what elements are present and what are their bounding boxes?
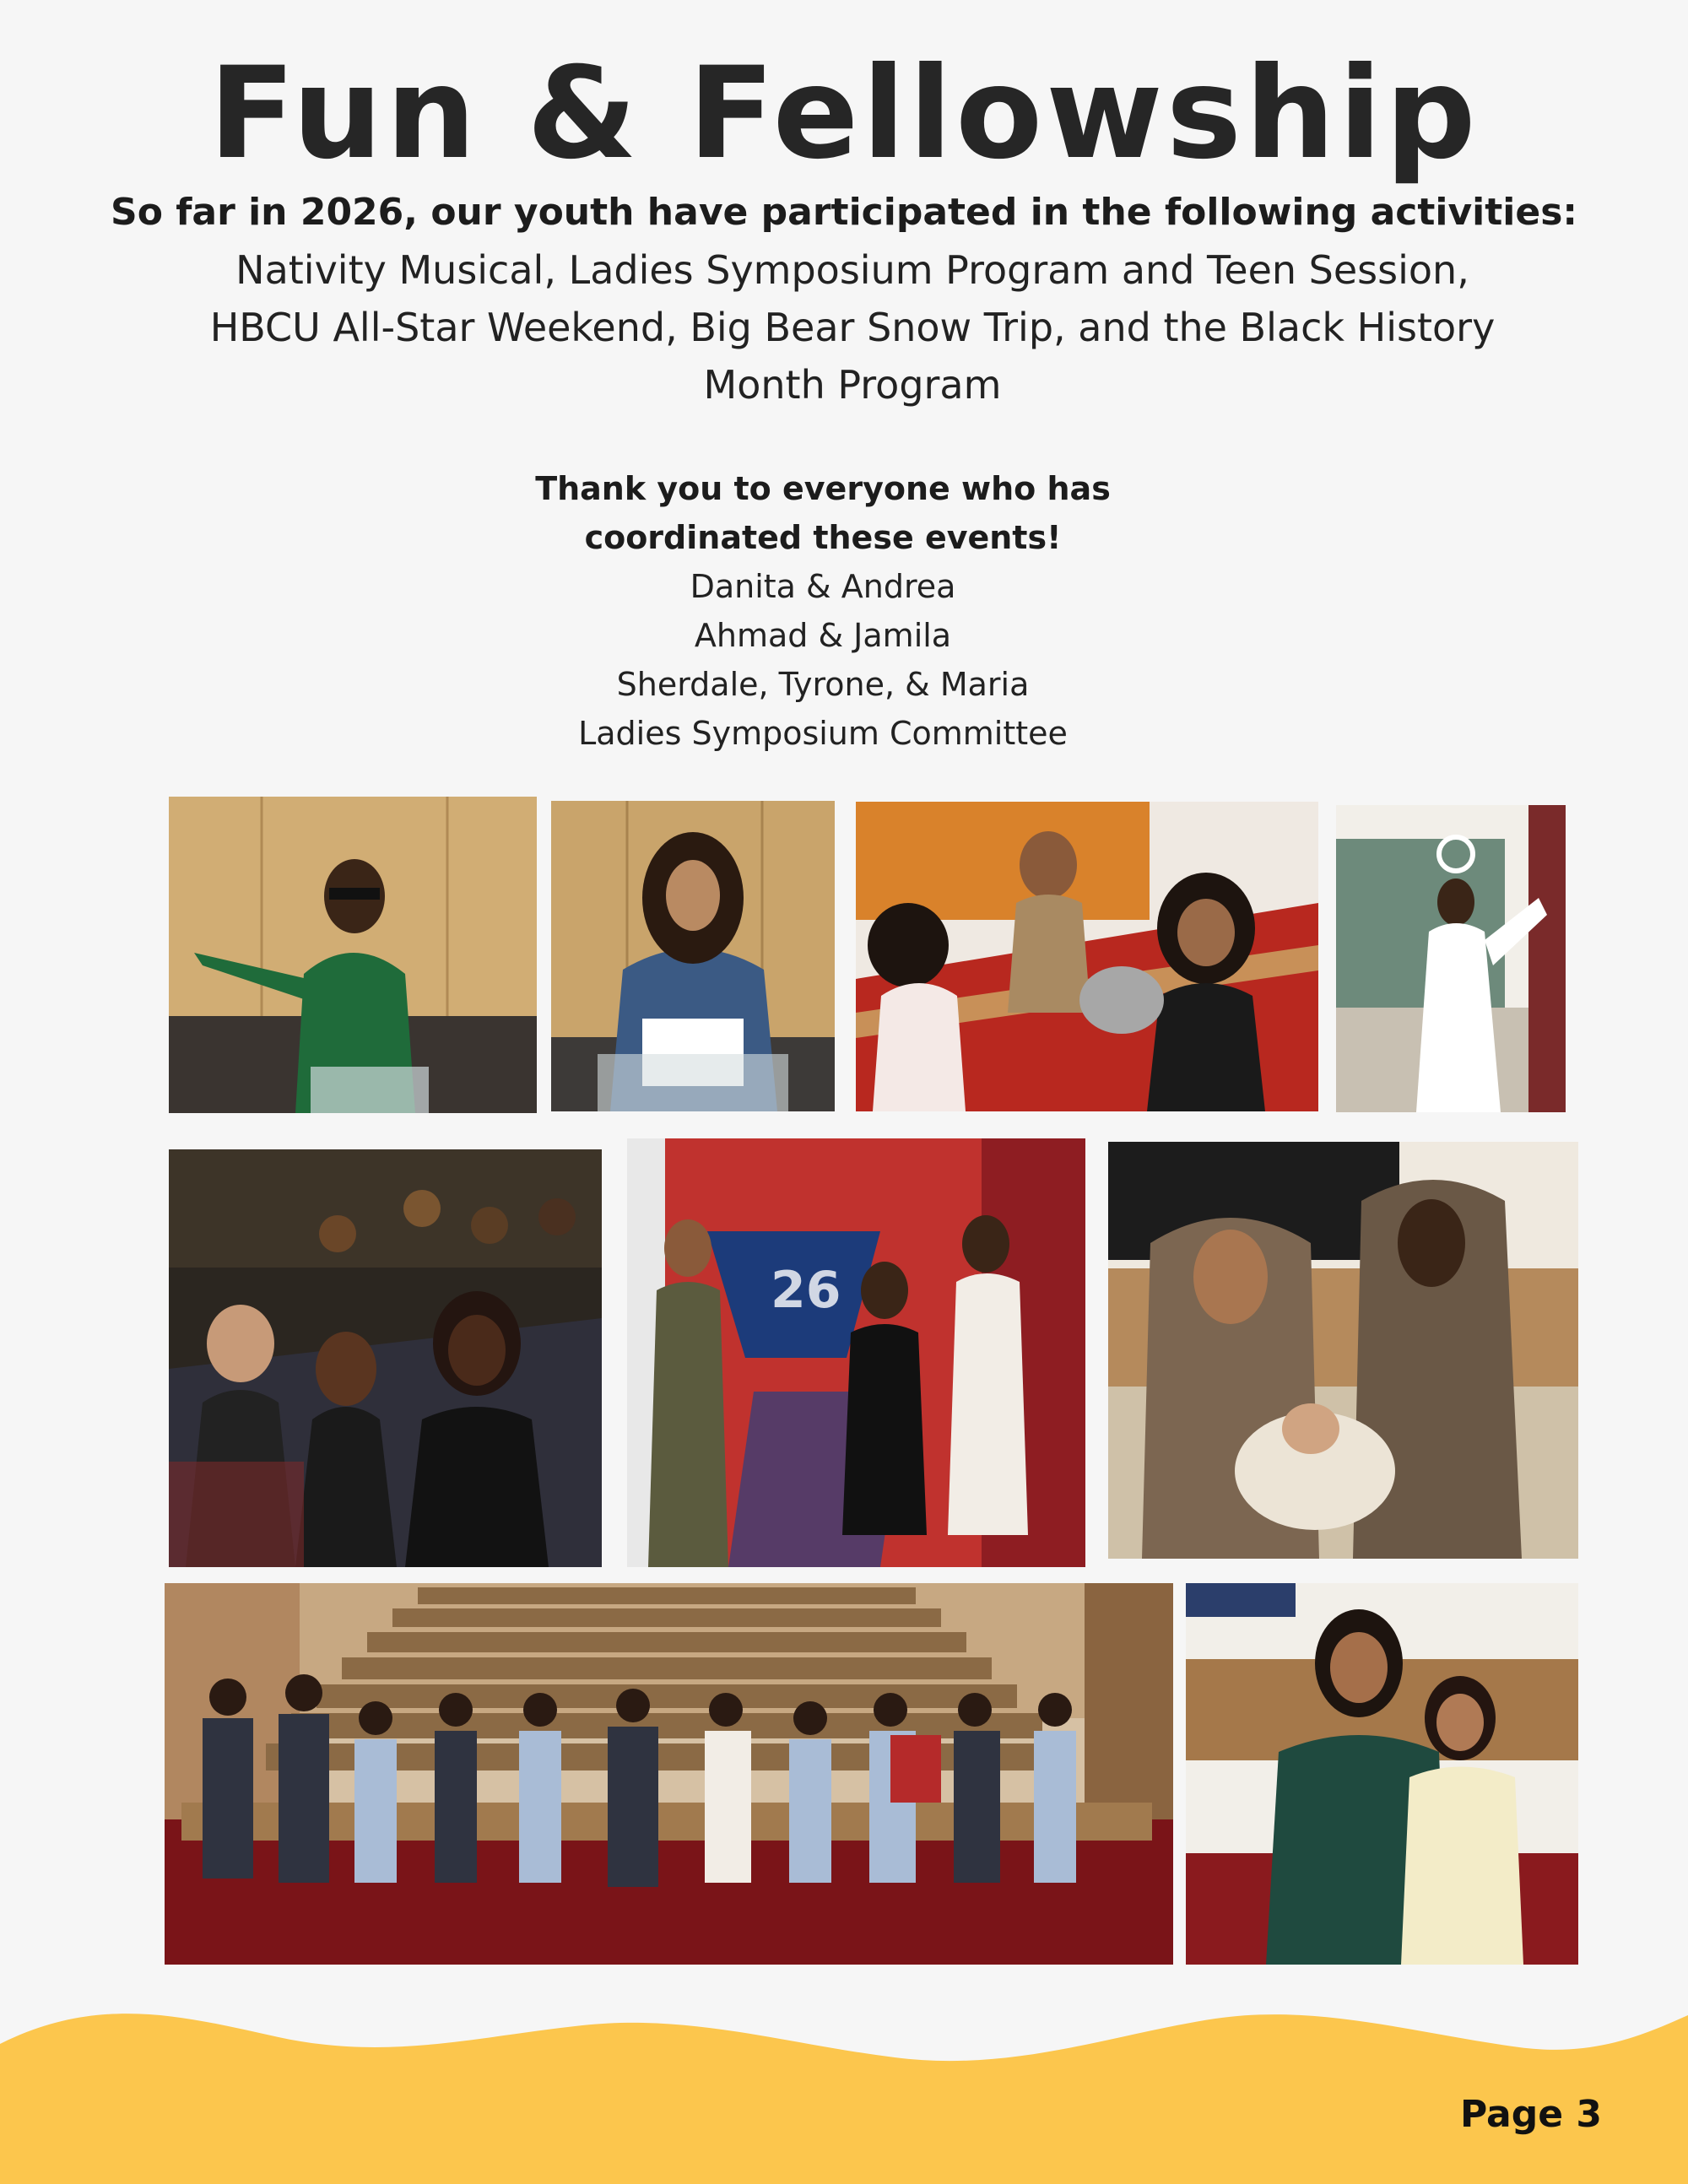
footer-wave bbox=[0, 2000, 1688, 2184]
photo-young-man-podium bbox=[169, 797, 537, 1113]
photo-allstar-backdrop bbox=[627, 1138, 1085, 1567]
activities-line: Month Program bbox=[703, 362, 1002, 408]
activities-line: Nativity Musical, Ladies Symposium Program and Teen Session, bbox=[235, 247, 1469, 293]
photo-group-sanctuary bbox=[165, 1583, 1173, 1965]
thank-you-section bbox=[464, 464, 1182, 758]
coordinator-name: Sherdale, Tyrone, & Maria bbox=[616, 666, 1030, 703]
intro-heading: So far in 2026, our youth have participated in the following activities: bbox=[111, 191, 1577, 234]
page-title: Fun & Fellowship bbox=[208, 41, 1480, 187]
photo-children-pews bbox=[856, 802, 1318, 1111]
thank-you-heading-line: Thank you to everyone who has bbox=[535, 470, 1111, 507]
thank-you-heading-line: coordinated these events! bbox=[584, 519, 1062, 556]
photo-angel-singer bbox=[1336, 805, 1566, 1112]
coordinator-name: Ladies Symposium Committee bbox=[578, 715, 1068, 752]
photo-woman-and-girl bbox=[1186, 1583, 1578, 1965]
photo-stadium-fans bbox=[169, 1149, 602, 1567]
page-number: Page 3 bbox=[1459, 2093, 1602, 2136]
activities-line: HBCU All-Star Weekend, Big Bear Snow Trip, and the Black History bbox=[209, 305, 1496, 350]
svg-text:26: 26 bbox=[771, 1261, 841, 1320]
photo-girl-podium bbox=[551, 801, 835, 1111]
coordinator-name: Danita & Andrea bbox=[690, 568, 956, 605]
activities-list bbox=[169, 241, 1536, 414]
coordinator-name: Ahmad & Jamila bbox=[694, 617, 952, 654]
photo-nativity-mary-joseph bbox=[1108, 1142, 1578, 1559]
